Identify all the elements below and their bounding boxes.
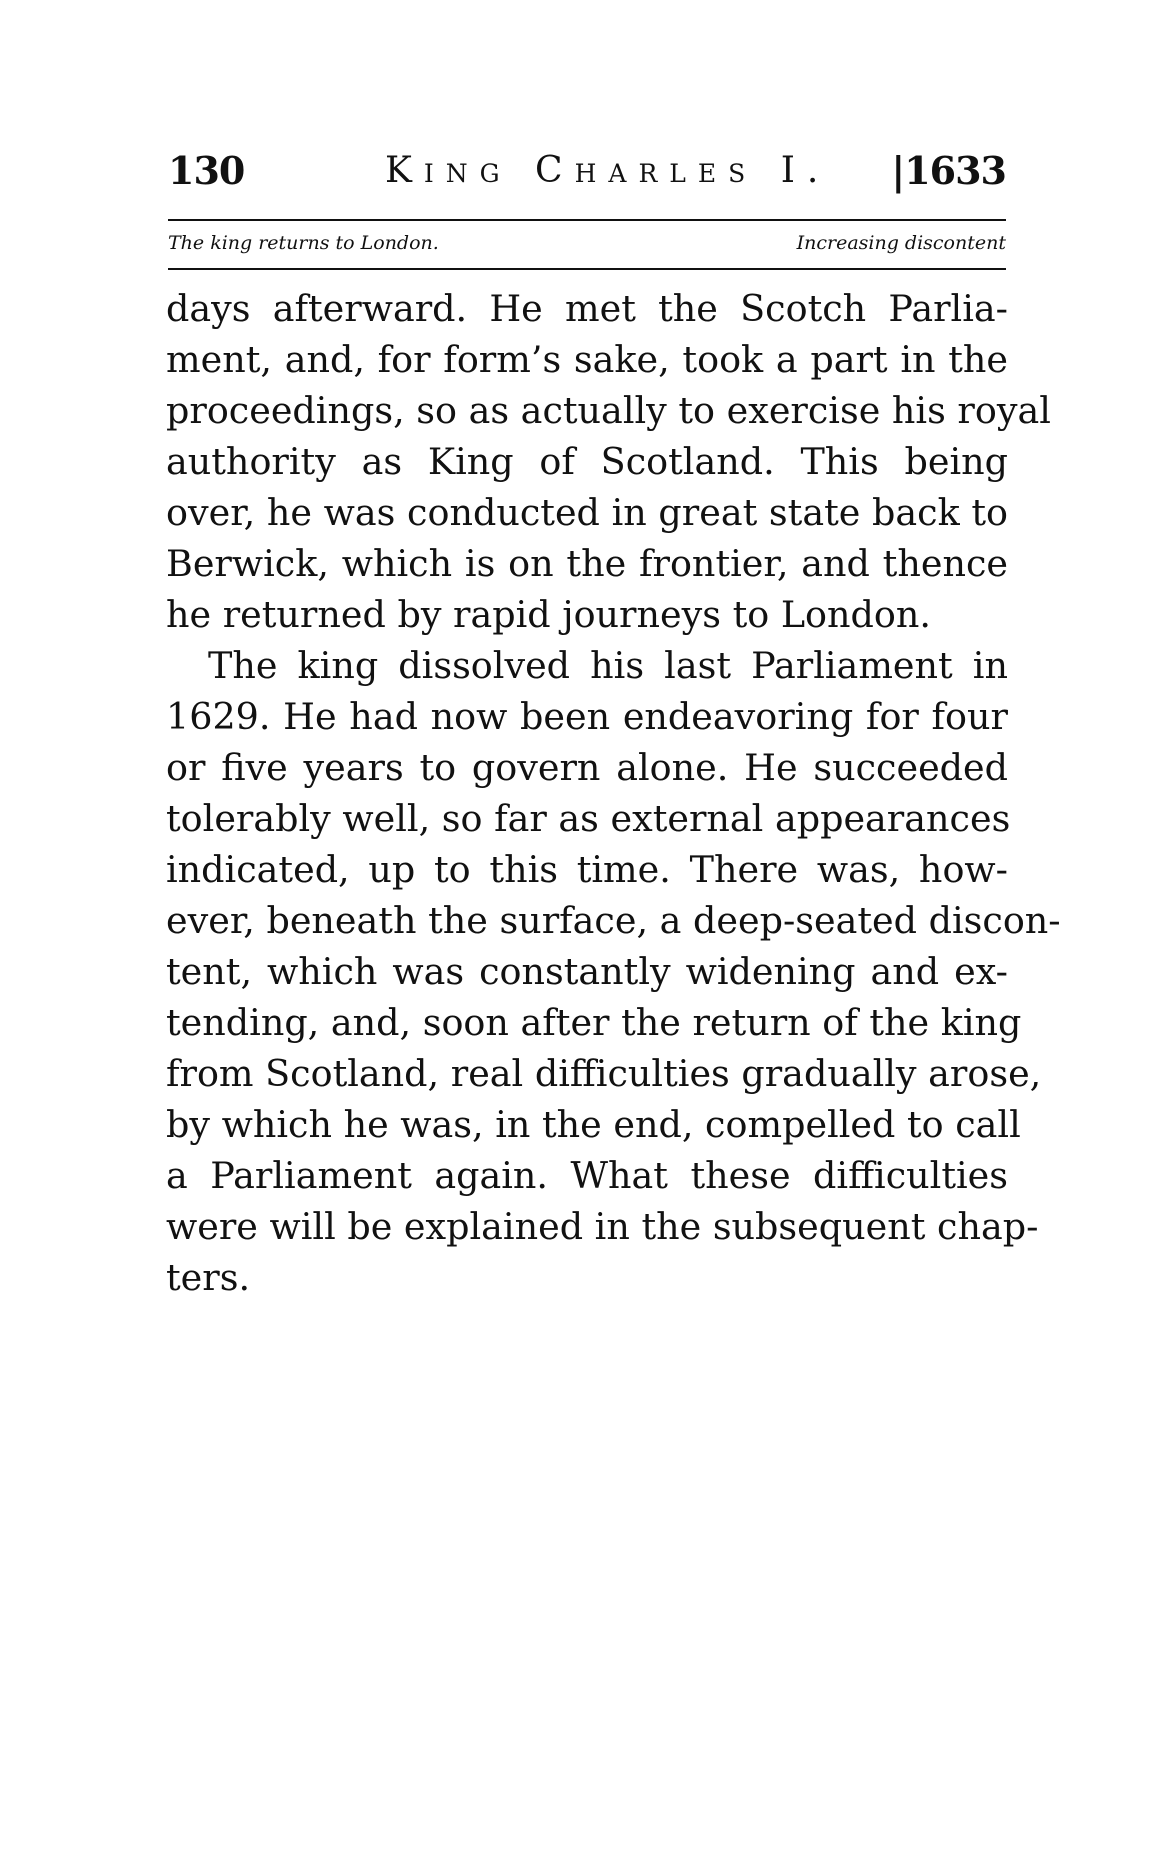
text-line: days afterward. He met the Scotch Parlia- [166,287,1008,330]
running-title: King Charles I. [385,150,831,191]
text-line: he returned by rapid journeys to London. [166,593,931,636]
side-notes [168,228,1006,262]
text-line: over, he was conducted in great state back to [166,491,1008,534]
text-line: tolerably well, so far as external appearances [166,797,1011,840]
text-line: tent, which was constantly widening and ex- [166,950,1008,993]
text-line: ters. [166,1256,251,1299]
text-line: tending, and, soon after the return of the king [166,1001,1022,1044]
side-note-right: Increasing discontent [796,232,1006,254]
header-rule-top [168,219,1006,221]
paragraph-2 [166,640,1061,1303]
text-line: from Scotland, real difficulties gradually arose, [166,1052,1042,1095]
text-line: authority as King of Scotland. This being [166,440,1008,483]
side-note-left: The king returns to London. [168,232,439,254]
text-line: were will be explained in the subsequent chap- [166,1205,1039,1248]
text-line: indicated, up to this time. There was, how- [166,848,1008,891]
header-year: |1633 [891,148,1006,193]
header-rule-bottom [168,268,1006,270]
text-line: ever, beneath the surface, a deep-seated discon- [166,899,1061,942]
page-number: 130 [168,148,245,193]
paragraph-1 [166,283,1051,640]
text-line: proceedings, so as actually to exercise his royal [166,389,1051,432]
text-line: Berwick, which is on the frontier, and thence [166,542,1008,585]
text-line: or five years to govern alone. He succeeded [166,746,1008,789]
text-line: 1629. He had now been endeavoring for four [166,695,1008,738]
body-text [166,283,1061,1303]
text-line: by which he was, in the end, compelled to call [166,1103,1021,1146]
text-line: a Parliament again. What these difficulties [166,1154,1008,1197]
text-line: ment, and, for form’s sake, took a part in the [166,338,1008,381]
text-line: The king dissolved his last Parliament in [208,644,1008,687]
running-header [168,148,1006,204]
